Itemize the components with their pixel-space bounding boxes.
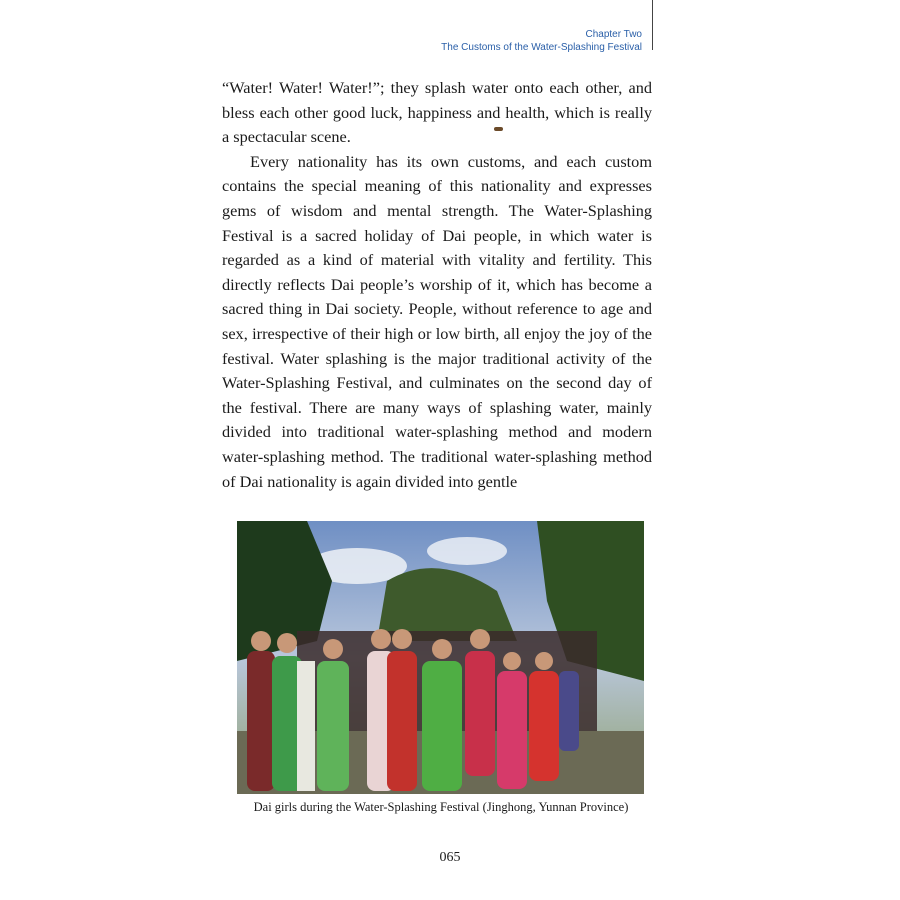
paragraph-1: “Water! Water! Water!”; they splash water onto each other, and bless each other good luck, happiness and health, which is really a spectacular scene.: [222, 78, 652, 147]
figure-caption: Dai girls during the Water-Splashing Festival (Jinghong, Yunnan Province): [253, 800, 629, 814]
body-text: [222, 76, 652, 494]
paragraph-2: Every nationality has its own customs, and each custom contains the special meaning of this nationality and expresses gems of wisdom and mental strength. The Water-Splashing Festival is a sacred holiday of Dai people, in which water is regarded as a kind of material with vitality and fertility. This directly reflects Dai people’s worship of it, which has become a sacred thing in Dai society. People, without reference to age and sex, irrespective of their high or low birth, all enjoy the joy of the festival. Water splashing is the major traditional activity of the Water-Splashing Festival, and culminates on the second day of the festival. There are many ways of splashing water, mainly divided into traditional water-splashing method and modern water-splashing method. The traditional water-splashing method of Dai nationality is again divided into gentle: [222, 151, 652, 491]
photo-illustration: [237, 521, 644, 794]
cloud: [427, 537, 507, 565]
chapter-label: Chapter Two: [585, 29, 642, 40]
page-number: 065: [439, 850, 461, 865]
running-header: [441, 28, 642, 54]
festival-photo: [237, 521, 644, 794]
ink-mark: [494, 127, 503, 131]
chapter-subtitle: The Customs of the Water-Splashing Festival: [441, 42, 642, 53]
header-rule: [652, 0, 653, 50]
